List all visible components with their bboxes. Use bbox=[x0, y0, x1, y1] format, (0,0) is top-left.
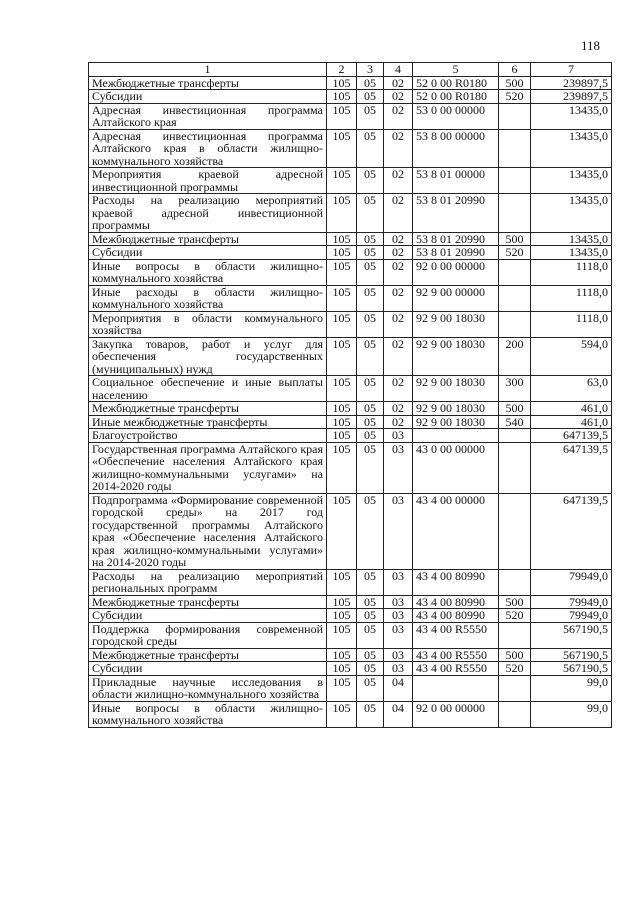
row-amount: 567190,5 bbox=[531, 662, 612, 676]
row-amount: 79949,0 bbox=[531, 595, 612, 609]
row-target-article: 43 4 00 80990 bbox=[413, 609, 499, 623]
row-subsection-code: 02 bbox=[384, 246, 413, 260]
row-name: Адресная инвестиционная программа Алтайского края в области жилищно-коммунального хозяйства bbox=[89, 129, 327, 168]
row-subsection-code: 02 bbox=[384, 129, 413, 168]
row-section-code: 05 bbox=[357, 609, 384, 623]
row-ministry-code: 105 bbox=[327, 595, 357, 609]
row-subsection-code: 02 bbox=[384, 337, 413, 376]
row-ministry-code: 105 bbox=[327, 622, 357, 648]
row-section-code: 05 bbox=[357, 442, 384, 493]
row-name: Субсидии bbox=[89, 609, 327, 623]
row-target-article: 43 4 00 00000 bbox=[413, 493, 499, 569]
table-row bbox=[89, 648, 612, 662]
row-name: Закупка товаров, работ и услуг для обеспечения государственных (муниципальных) нужд bbox=[89, 337, 327, 376]
row-section-code: 05 bbox=[357, 129, 384, 168]
row-amount: 79949,0 bbox=[531, 609, 612, 623]
row-name: Иные вопросы в области жилищно-коммунального хозяйства bbox=[89, 701, 327, 727]
table-row bbox=[89, 168, 612, 194]
table-row bbox=[89, 415, 612, 429]
row-subsection-code: 02 bbox=[384, 76, 413, 90]
row-target-article: 92 9 00 18030 bbox=[413, 415, 499, 429]
row-expense-type bbox=[499, 259, 531, 285]
row-amount: 13435,0 bbox=[531, 194, 612, 233]
row-name: Благоустройство bbox=[89, 429, 327, 443]
row-subsection-code: 02 bbox=[384, 415, 413, 429]
row-amount: 567190,5 bbox=[531, 622, 612, 648]
row-ministry-code: 105 bbox=[327, 493, 357, 569]
row-ministry-code: 105 bbox=[327, 129, 357, 168]
row-ministry-code: 105 bbox=[327, 442, 357, 493]
row-target-article: 52 0 00 R0180 bbox=[413, 90, 499, 104]
row-ministry-code: 105 bbox=[327, 103, 357, 129]
row-amount: 13435,0 bbox=[531, 129, 612, 168]
row-section-code: 05 bbox=[357, 415, 384, 429]
row-expense-type: 500 bbox=[499, 648, 531, 662]
row-expense-type bbox=[499, 442, 531, 493]
row-name: Субсидии bbox=[89, 662, 327, 676]
row-amount: 99,0 bbox=[531, 675, 612, 701]
row-ministry-code: 105 bbox=[327, 311, 357, 337]
row-name: Иные межбюджетные трансферты bbox=[89, 415, 327, 429]
row-name: Межбюджетные трансферты bbox=[89, 76, 327, 90]
row-subsection-code: 02 bbox=[384, 103, 413, 129]
row-amount: 13435,0 bbox=[531, 232, 612, 246]
row-section-code: 05 bbox=[357, 493, 384, 569]
row-subsection-code: 03 bbox=[384, 622, 413, 648]
row-name: Иные расходы в области жилищно-коммунального хозяйства bbox=[89, 285, 327, 311]
row-section-code: 05 bbox=[357, 675, 384, 701]
row-section-code: 05 bbox=[357, 402, 384, 416]
table-row bbox=[89, 609, 612, 623]
row-amount: 1118,0 bbox=[531, 311, 612, 337]
row-expense-type bbox=[499, 311, 531, 337]
row-ministry-code: 105 bbox=[327, 232, 357, 246]
row-ministry-code: 105 bbox=[327, 194, 357, 233]
row-name: Субсидии bbox=[89, 246, 327, 260]
header-cell-7: 7 bbox=[531, 63, 612, 77]
table-row bbox=[89, 129, 612, 168]
row-ministry-code: 105 bbox=[327, 168, 357, 194]
row-amount: 1118,0 bbox=[531, 259, 612, 285]
row-section-code: 05 bbox=[357, 311, 384, 337]
row-expense-type: 520 bbox=[499, 246, 531, 260]
row-subsection-code: 04 bbox=[384, 675, 413, 701]
row-name: Расходы на реализацию мероприятий краевой адресной инвестиционной программы bbox=[89, 194, 327, 233]
row-target-article: 43 4 00 80990 bbox=[413, 595, 499, 609]
row-expense-type: 520 bbox=[499, 609, 531, 623]
row-name: Межбюджетные трансферты bbox=[89, 595, 327, 609]
row-ministry-code: 105 bbox=[327, 259, 357, 285]
row-target-article: 43 4 00 R5550 bbox=[413, 648, 499, 662]
row-name: Межбюджетные трансферты bbox=[89, 232, 327, 246]
row-target-article: 53 8 01 20990 bbox=[413, 194, 499, 233]
row-target-article: 43 4 00 R5550 bbox=[413, 622, 499, 648]
row-name: Мероприятия в области коммунального хозяйства bbox=[89, 311, 327, 337]
row-expense-type: 500 bbox=[499, 232, 531, 246]
row-amount: 461,0 bbox=[531, 402, 612, 416]
row-target-article: 53 8 00 00000 bbox=[413, 129, 499, 168]
row-name: Прикладные научные исследования в области жилищно-коммунального хозяйства bbox=[89, 675, 327, 701]
row-name: Межбюджетные трансферты bbox=[89, 402, 327, 416]
row-amount: 13435,0 bbox=[531, 246, 612, 260]
table-row bbox=[89, 429, 612, 443]
row-expense-type: 540 bbox=[499, 415, 531, 429]
row-name: Государственная программа Алтайского края «Обеспечение населения Алтайского края жилищно-коммунальными услугами» на 2014-2020 годы bbox=[89, 442, 327, 493]
table-row bbox=[89, 311, 612, 337]
row-ministry-code: 105 bbox=[327, 246, 357, 260]
row-section-code: 05 bbox=[357, 701, 384, 727]
row-expense-type bbox=[499, 103, 531, 129]
table-row bbox=[89, 675, 612, 701]
header-cell-1: 1 bbox=[89, 63, 327, 77]
table-row bbox=[89, 337, 612, 376]
row-name: Социальное обеспечение и иные выплаты населению bbox=[89, 376, 327, 402]
row-subsection-code: 03 bbox=[384, 648, 413, 662]
row-target-article: 92 9 00 18030 bbox=[413, 376, 499, 402]
row-target-article: 53 8 01 20990 bbox=[413, 246, 499, 260]
table-row bbox=[89, 442, 612, 493]
row-target-article: 92 9 00 18030 bbox=[413, 337, 499, 376]
row-section-code: 05 bbox=[357, 285, 384, 311]
row-target-article: 53 8 01 00000 bbox=[413, 168, 499, 194]
table-row bbox=[89, 194, 612, 233]
row-expense-type bbox=[499, 129, 531, 168]
row-expense-type: 500 bbox=[499, 76, 531, 90]
row-ministry-code: 105 bbox=[327, 376, 357, 402]
row-ministry-code: 105 bbox=[327, 415, 357, 429]
row-target-article: 92 9 00 18030 bbox=[413, 311, 499, 337]
table-row bbox=[89, 493, 612, 569]
row-amount: 13435,0 bbox=[531, 103, 612, 129]
row-amount: 99,0 bbox=[531, 701, 612, 727]
table-row bbox=[89, 569, 612, 595]
row-amount: 647139,5 bbox=[531, 493, 612, 569]
row-expense-type bbox=[499, 285, 531, 311]
header-cell-3: 3 bbox=[357, 63, 384, 77]
table-row bbox=[89, 376, 612, 402]
row-name: Субсидии bbox=[89, 90, 327, 104]
row-subsection-code: 02 bbox=[384, 90, 413, 104]
header-cell-5: 5 bbox=[413, 63, 499, 77]
row-target-article bbox=[413, 675, 499, 701]
row-amount: 647139,5 bbox=[531, 429, 612, 443]
table-row bbox=[89, 622, 612, 648]
row-target-article: 52 0 00 R0180 bbox=[413, 76, 499, 90]
row-subsection-code: 04 bbox=[384, 701, 413, 727]
row-subsection-code: 03 bbox=[384, 493, 413, 569]
row-expense-type bbox=[499, 493, 531, 569]
table-row bbox=[89, 259, 612, 285]
page-number: 118 bbox=[580, 38, 600, 53]
row-ministry-code: 105 bbox=[327, 675, 357, 701]
row-ministry-code: 105 bbox=[327, 90, 357, 104]
row-section-code: 05 bbox=[357, 168, 384, 194]
row-ministry-code: 105 bbox=[327, 662, 357, 676]
table-row bbox=[89, 701, 612, 727]
row-name: Подпрограмма «Формирование современной городской среды» на 2017 год государственной программы Алтайского края «Обеспечение населения Алтайского края жилищно-коммунальными услугами» на 2014-2020 годы bbox=[89, 493, 327, 569]
row-amount: 79949,0 bbox=[531, 569, 612, 595]
row-expense-type bbox=[499, 569, 531, 595]
row-subsection-code: 03 bbox=[384, 595, 413, 609]
row-amount: 461,0 bbox=[531, 415, 612, 429]
row-section-code: 05 bbox=[357, 90, 384, 104]
header-cell-2: 2 bbox=[327, 63, 357, 77]
budget-table bbox=[88, 62, 612, 728]
row-subsection-code: 02 bbox=[384, 232, 413, 246]
row-subsection-code: 02 bbox=[384, 402, 413, 416]
row-amount: 239897,5 bbox=[531, 90, 612, 104]
row-name: Иные вопросы в области жилищно-коммунального хозяйства bbox=[89, 259, 327, 285]
row-subsection-code: 03 bbox=[384, 442, 413, 493]
row-expense-type bbox=[499, 622, 531, 648]
row-ministry-code: 105 bbox=[327, 76, 357, 90]
header-cell-6: 6 bbox=[499, 63, 531, 77]
row-subsection-code: 03 bbox=[384, 429, 413, 443]
header-cell-4: 4 bbox=[384, 63, 413, 77]
row-expense-type: 200 bbox=[499, 337, 531, 376]
row-expense-type bbox=[499, 168, 531, 194]
row-expense-type: 500 bbox=[499, 595, 531, 609]
row-target-article: 92 9 00 00000 bbox=[413, 285, 499, 311]
row-section-code: 05 bbox=[357, 103, 384, 129]
row-section-code: 05 bbox=[357, 76, 384, 90]
row-ministry-code: 105 bbox=[327, 609, 357, 623]
row-name: Межбюджетные трансферты bbox=[89, 648, 327, 662]
row-ministry-code: 105 bbox=[327, 285, 357, 311]
row-expense-type bbox=[499, 429, 531, 443]
table-row bbox=[89, 285, 612, 311]
table-row bbox=[89, 595, 612, 609]
row-ministry-code: 105 bbox=[327, 429, 357, 443]
row-amount: 13435,0 bbox=[531, 168, 612, 194]
row-amount: 594,0 bbox=[531, 337, 612, 376]
row-subsection-code: 02 bbox=[384, 311, 413, 337]
row-target-article bbox=[413, 429, 499, 443]
table-row bbox=[89, 246, 612, 260]
row-section-code: 05 bbox=[357, 337, 384, 376]
table-row bbox=[89, 103, 612, 129]
row-name: Адресная инвестиционная программа Алтайского края bbox=[89, 103, 327, 129]
row-subsection-code: 03 bbox=[384, 569, 413, 595]
table-row bbox=[89, 662, 612, 676]
row-amount: 567190,5 bbox=[531, 648, 612, 662]
row-target-article: 43 4 00 80990 bbox=[413, 569, 499, 595]
row-expense-type bbox=[499, 701, 531, 727]
row-section-code: 05 bbox=[357, 232, 384, 246]
table-header-row bbox=[89, 63, 612, 77]
row-amount: 63,0 bbox=[531, 376, 612, 402]
row-target-article: 53 8 01 20990 bbox=[413, 232, 499, 246]
row-section-code: 05 bbox=[357, 259, 384, 285]
table-row bbox=[89, 90, 612, 104]
row-section-code: 05 bbox=[357, 246, 384, 260]
row-amount: 647139,5 bbox=[531, 442, 612, 493]
row-section-code: 05 bbox=[357, 194, 384, 233]
row-expense-type: 500 bbox=[499, 402, 531, 416]
row-ministry-code: 105 bbox=[327, 569, 357, 595]
row-section-code: 05 bbox=[357, 595, 384, 609]
row-target-article: 43 0 00 00000 bbox=[413, 442, 499, 493]
row-section-code: 05 bbox=[357, 429, 384, 443]
row-section-code: 05 bbox=[357, 622, 384, 648]
row-subsection-code: 02 bbox=[384, 259, 413, 285]
row-expense-type: 520 bbox=[499, 90, 531, 104]
row-subsection-code: 02 bbox=[384, 376, 413, 402]
table-row bbox=[89, 76, 612, 90]
row-name: Расходы на реализацию мероприятий региональных программ bbox=[89, 569, 327, 595]
row-ministry-code: 105 bbox=[327, 701, 357, 727]
table-row bbox=[89, 402, 612, 416]
row-ministry-code: 105 bbox=[327, 648, 357, 662]
row-name: Мероприятия краевой адресной инвестиционной программы bbox=[89, 168, 327, 194]
row-target-article: 43 4 00 R5550 bbox=[413, 662, 499, 676]
row-subsection-code: 03 bbox=[384, 662, 413, 676]
row-subsection-code: 02 bbox=[384, 194, 413, 233]
row-subsection-code: 02 bbox=[384, 285, 413, 311]
row-amount: 239897,5 bbox=[531, 76, 612, 90]
row-expense-type: 520 bbox=[499, 662, 531, 676]
row-ministry-code: 105 bbox=[327, 337, 357, 376]
row-section-code: 05 bbox=[357, 662, 384, 676]
row-target-article: 92 0 00 00000 bbox=[413, 701, 499, 727]
row-target-article: 92 0 00 00000 bbox=[413, 259, 499, 285]
table-row bbox=[89, 232, 612, 246]
row-subsection-code: 02 bbox=[384, 168, 413, 194]
row-subsection-code: 03 bbox=[384, 609, 413, 623]
row-expense-type bbox=[499, 675, 531, 701]
row-section-code: 05 bbox=[357, 569, 384, 595]
row-amount: 1118,0 bbox=[531, 285, 612, 311]
row-section-code: 05 bbox=[357, 648, 384, 662]
row-expense-type bbox=[499, 194, 531, 233]
row-target-article: 53 0 00 00000 bbox=[413, 103, 499, 129]
row-target-article: 92 9 00 18030 bbox=[413, 402, 499, 416]
row-section-code: 05 bbox=[357, 376, 384, 402]
row-name: Поддержка формирования современной городской среды bbox=[89, 622, 327, 648]
row-expense-type: 300 bbox=[499, 376, 531, 402]
row-ministry-code: 105 bbox=[327, 402, 357, 416]
